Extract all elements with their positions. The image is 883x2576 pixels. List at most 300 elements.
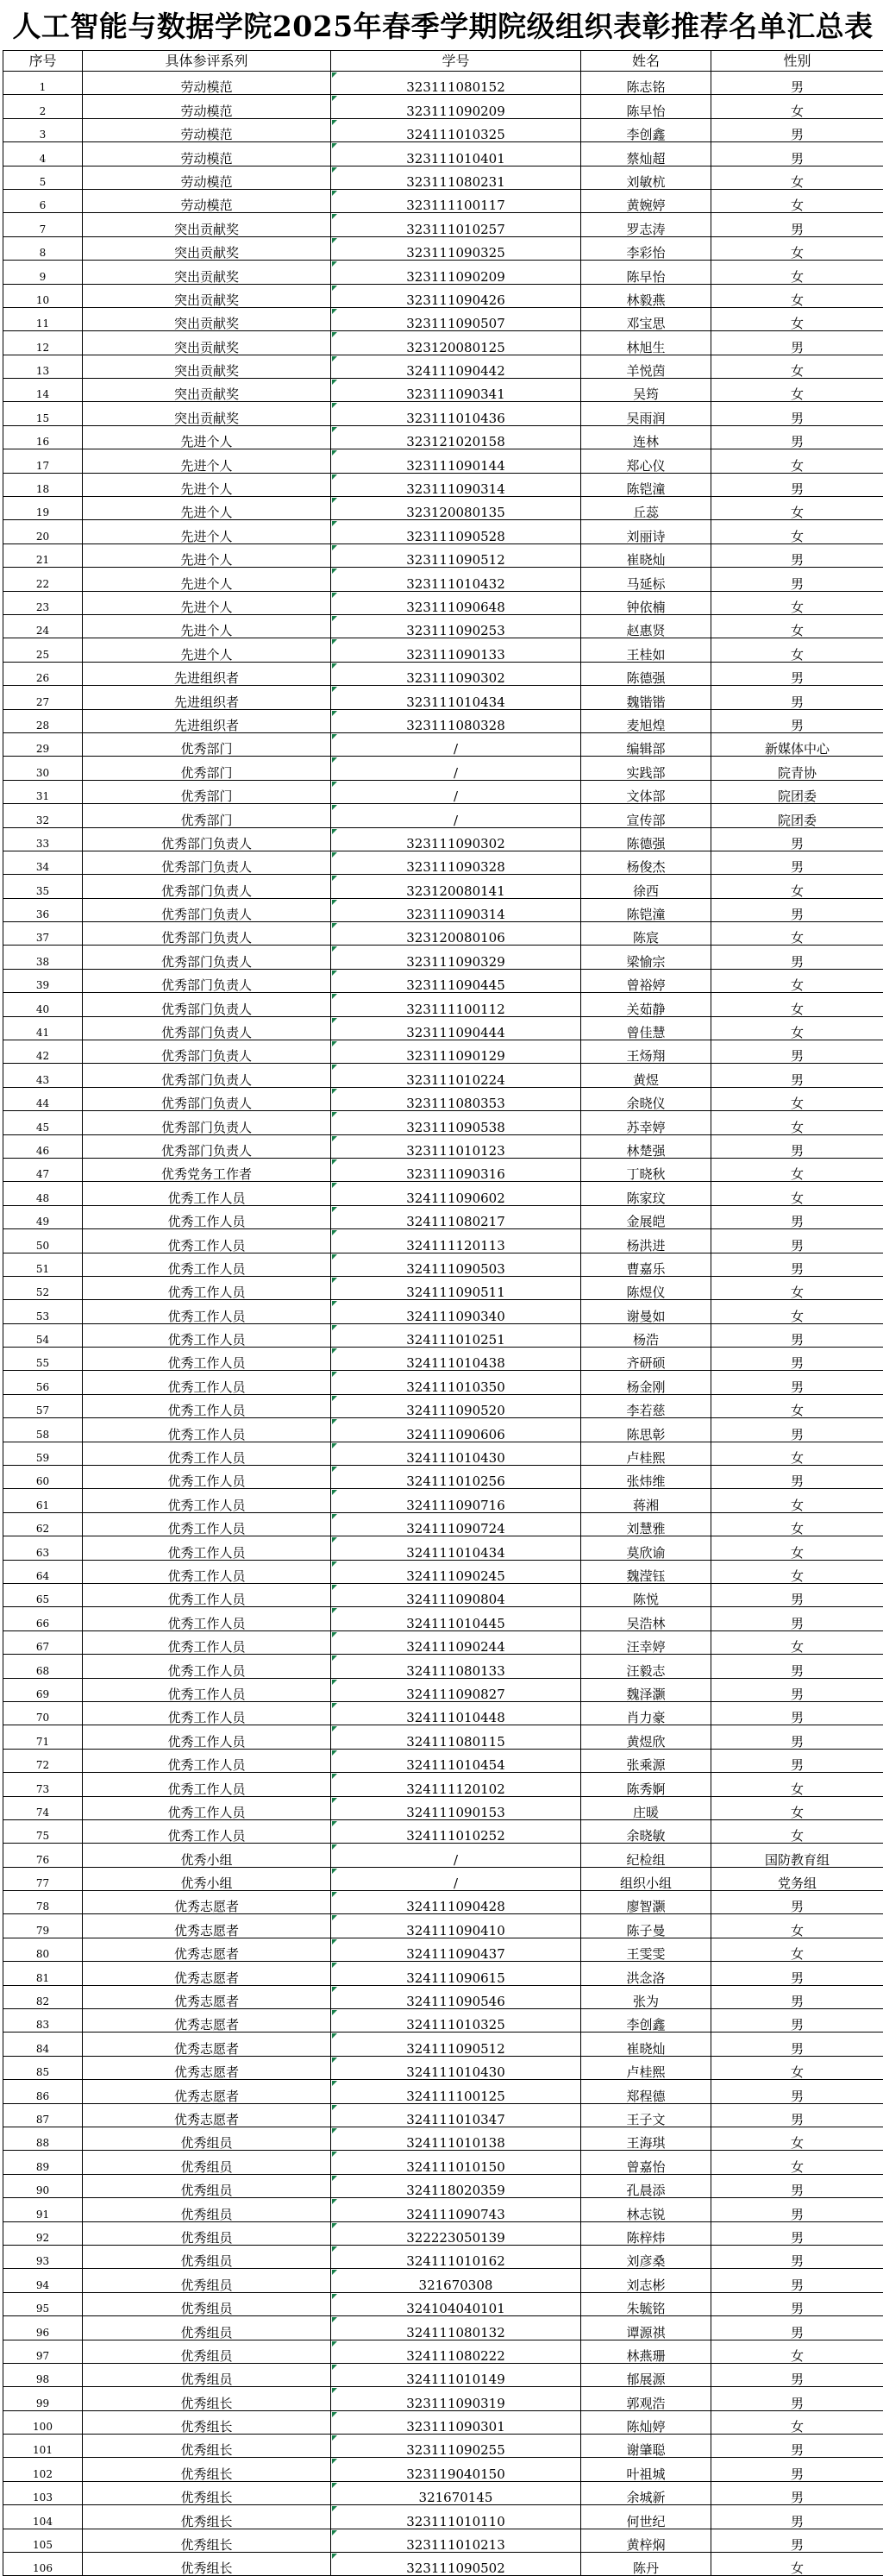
cell-index: 11 — [3, 307, 83, 330]
cell-gender: 男 — [711, 2435, 883, 2458]
cell-category: 优秀部门负责人 — [83, 1016, 331, 1040]
cell-name: 李创鑫 — [581, 2009, 711, 2033]
table-row — [3, 2174, 883, 2197]
cell-category: 优秀工作人员 — [83, 1536, 331, 1560]
cell-student-id: 323111090302 — [331, 827, 581, 851]
cell-index: 20 — [3, 520, 83, 543]
table-row — [3, 2435, 883, 2458]
table-row — [3, 1725, 883, 1749]
cell-index: 40 — [3, 993, 83, 1016]
cell-gender: 男 — [711, 1962, 883, 1985]
cell-index: 31 — [3, 780, 83, 803]
cell-name: 魏锴锴 — [581, 686, 711, 709]
cell-category: 优秀工作人员 — [83, 1394, 331, 1417]
cell-student-id: 323111090538 — [331, 1111, 581, 1134]
table-row — [3, 1678, 883, 1701]
cell-index: 52 — [3, 1276, 83, 1299]
cell-student-id: 324111080115 — [331, 1725, 581, 1749]
cell-index: 16 — [3, 425, 83, 449]
cell-category: 优秀志愿者 — [83, 1938, 331, 1961]
cell-student-id: 323111010213 — [331, 2529, 581, 2552]
table-row — [3, 1064, 883, 1087]
cell-name: 林志锐 — [581, 2198, 711, 2221]
cell-index: 77 — [3, 1867, 83, 1890]
cell-name: 汪毅志 — [581, 1655, 711, 1678]
cell-category: 优秀工作人员 — [83, 1182, 331, 1205]
cell-gender: 女 — [711, 1111, 883, 1134]
cell-index: 53 — [3, 1300, 83, 1323]
cell-name: 郁展源 — [581, 2363, 711, 2386]
cell-category: 优秀工作人员 — [83, 1466, 331, 1489]
table-row — [3, 425, 883, 449]
cell-student-id: 323111090507 — [331, 307, 581, 330]
cell-gender: 男 — [711, 2458, 883, 2481]
cell-student-id: 323111010436 — [331, 402, 581, 425]
cell-category: 突出贡献奖 — [83, 307, 331, 330]
table-row — [3, 732, 883, 756]
cell-gender: 男 — [711, 72, 883, 95]
cell-name: 黄煜欣 — [581, 1725, 711, 1749]
cell-category: 优秀部门负责人 — [83, 922, 331, 946]
cell-student-id: 323111080353 — [331, 1087, 581, 1110]
cell-gender: 男 — [711, 1655, 883, 1678]
table-row — [3, 804, 883, 827]
cell-category: 优秀工作人员 — [83, 1442, 331, 1465]
table-row — [3, 379, 883, 402]
cell-gender: 女 — [711, 449, 883, 473]
cell-index: 12 — [3, 331, 83, 355]
cell-name: 刘丽诗 — [581, 520, 711, 543]
cell-gender: 男 — [711, 662, 883, 685]
cell-category: 优秀部门负责人 — [83, 969, 331, 992]
cell-student-id: 324118020359 — [331, 2174, 581, 2197]
cell-name: 叶祖城 — [581, 2458, 711, 2481]
cell-gender: 女 — [711, 1158, 883, 1181]
cell-index: 46 — [3, 1134, 83, 1158]
cell-index: 57 — [3, 1394, 83, 1417]
cell-gender: 女 — [711, 236, 883, 260]
cell-student-id: 323111090512 — [331, 543, 581, 567]
cell-student-id: 324111010256 — [331, 1466, 581, 1489]
cell-gender: 男 — [711, 331, 883, 355]
cell-name: 余晓敏 — [581, 1819, 711, 1843]
cell-category: 优秀组员 — [83, 2151, 331, 2174]
cell-index: 59 — [3, 1442, 83, 1465]
cell-index: 30 — [3, 757, 83, 780]
cell-student-id: 323120080106 — [331, 922, 581, 946]
cell-student-id: 324111010251 — [331, 1323, 581, 1347]
cell-index: 94 — [3, 2269, 83, 2292]
cell-name: 罗志涛 — [581, 213, 711, 236]
cell-index: 55 — [3, 1348, 83, 1371]
cell-gender: 男 — [711, 1701, 883, 1725]
cell-category: 先进个人 — [83, 497, 331, 520]
cell-gender: 女 — [711, 2127, 883, 2150]
cell-name: 羊悦茵 — [581, 355, 711, 378]
cell-name: 刘志彬 — [581, 2269, 711, 2292]
cell-category: 优秀组长 — [83, 2553, 331, 2576]
cell-index: 101 — [3, 2435, 83, 2458]
cell-index: 61 — [3, 1489, 83, 1512]
cell-category: 劳动模范 — [83, 142, 331, 166]
cell-student-id: 323111080152 — [331, 72, 581, 95]
cell-gender: 女 — [711, 1914, 883, 1938]
cell-student-id: 324111090410 — [331, 1914, 581, 1938]
cell-category: 先进个人 — [83, 425, 331, 449]
cell-index: 2 — [3, 95, 83, 118]
table-row — [3, 1418, 883, 1442]
cell-gender: 女 — [711, 2056, 883, 2079]
table-row — [3, 1773, 883, 1796]
cell-index: 49 — [3, 1205, 83, 1228]
cell-category: 优秀组员 — [83, 2316, 331, 2340]
cell-category: 突出贡献奖 — [83, 284, 331, 307]
cell-gender: 女 — [711, 284, 883, 307]
cell-gender: 院青协 — [711, 757, 883, 780]
cell-name: 张炜维 — [581, 1466, 711, 1489]
cell-category: 优秀组长 — [83, 2505, 331, 2529]
table-row — [3, 2033, 883, 2056]
table-row — [3, 591, 883, 614]
cell-index: 89 — [3, 2151, 83, 2174]
cell-index: 41 — [3, 1016, 83, 1040]
cell-name: 麦旭煌 — [581, 709, 711, 732]
header-cell-category: 具体参评系列 — [83, 51, 331, 72]
table-row — [3, 1182, 883, 1205]
table-row — [3, 1701, 883, 1725]
cell-student-id: 323111010123 — [331, 1134, 581, 1158]
cell-name: 肖力豪 — [581, 1701, 711, 1725]
cell-gender: 男 — [711, 1229, 883, 1253]
table-row — [3, 1819, 883, 1843]
cell-index: 51 — [3, 1253, 83, 1276]
cell-student-id: 323111090314 — [331, 898, 581, 921]
cell-gender: 院团委 — [711, 804, 883, 827]
cell-index: 96 — [3, 2316, 83, 2340]
cell-student-id: 323111090301 — [331, 2410, 581, 2434]
cell-name: 吴浩林 — [581, 1607, 711, 1630]
cell-index: 78 — [3, 1891, 83, 1914]
cell-name: 朱毓铭 — [581, 2292, 711, 2315]
cell-name: 丘蕊 — [581, 497, 711, 520]
cell-gender: 女 — [711, 497, 883, 520]
cell-index: 79 — [3, 1914, 83, 1938]
cell-name: 林毅燕 — [581, 284, 711, 307]
cell-gender: 男 — [711, 686, 883, 709]
cell-name: 陈德强 — [581, 662, 711, 685]
cell-name: 马延标 — [581, 568, 711, 591]
cell-category: 优秀部门负责人 — [83, 1087, 331, 1110]
table-row — [3, 2245, 883, 2268]
cell-index: 34 — [3, 851, 83, 874]
cell-index: 37 — [3, 922, 83, 946]
cell-name: 王子文 — [581, 2103, 711, 2127]
cell-index: 62 — [3, 1512, 83, 1536]
cell-student-id: 324111090153 — [331, 1796, 581, 1819]
cell-gender: 男 — [711, 2009, 883, 2033]
cell-student-id: 323111090325 — [331, 236, 581, 260]
cell-student-id: 323111090502 — [331, 2553, 581, 2576]
cell-index: 73 — [3, 1773, 83, 1796]
cell-category: 优秀工作人员 — [83, 1348, 331, 1371]
table-row — [3, 638, 883, 662]
cell-student-id: 323111090316 — [331, 1158, 581, 1181]
cell-gender: 女 — [711, 969, 883, 992]
table-row — [3, 543, 883, 567]
cell-student-id: 324111010162 — [331, 2245, 581, 2268]
cell-student-id: 324111090503 — [331, 1253, 581, 1276]
cell-student-id: 323111080328 — [331, 709, 581, 732]
cell-student-id: 324111010445 — [331, 1607, 581, 1630]
cell-category: 优秀部门负责人 — [83, 1040, 331, 1064]
cell-name: 关茹静 — [581, 993, 711, 1016]
cell-index: 67 — [3, 1630, 83, 1654]
cell-category: 先进个人 — [83, 568, 331, 591]
cell-student-id: 324111010454 — [331, 1749, 581, 1772]
cell-student-id: 323111090129 — [331, 1040, 581, 1064]
cell-index: 87 — [3, 2103, 83, 2127]
cell-index: 13 — [3, 355, 83, 378]
cell-gender: 女 — [711, 614, 883, 638]
cell-category: 优秀组员 — [83, 2363, 331, 2386]
cell-category: 先进组织者 — [83, 686, 331, 709]
cell-index: 42 — [3, 1040, 83, 1064]
cell-student-id: 324111010150 — [331, 2151, 581, 2174]
cell-index: 56 — [3, 1371, 83, 1394]
cell-index: 25 — [3, 638, 83, 662]
cell-index: 5 — [3, 166, 83, 189]
cell-gender: 女 — [711, 1442, 883, 1465]
cell-category: 先进个人 — [83, 520, 331, 543]
cell-name: 陈煜仪 — [581, 1276, 711, 1299]
cell-gender: 男 — [711, 2080, 883, 2103]
cell-name: 曾裕婷 — [581, 969, 711, 992]
cell-index: 99 — [3, 2387, 83, 2410]
cell-student-id: 324111090245 — [331, 1560, 581, 1583]
cell-category: 优秀工作人员 — [83, 1205, 331, 1228]
cell-gender: 男 — [711, 568, 883, 591]
cell-student-id: 323111090328 — [331, 851, 581, 874]
cell-student-id: 323111090445 — [331, 969, 581, 992]
table-row — [3, 1584, 883, 1607]
table-row — [3, 1962, 883, 1985]
table-row — [3, 142, 883, 166]
cell-name: 蔡灿超 — [581, 142, 711, 166]
cell-index: 3 — [3, 118, 83, 141]
table-row — [3, 1607, 883, 1630]
cell-name: 余晓仪 — [581, 1087, 711, 1110]
cell-student-id: 324111090827 — [331, 1678, 581, 1701]
cell-index: 103 — [3, 2481, 83, 2504]
cell-category: 优秀工作人员 — [83, 1725, 331, 1749]
cell-name: 梁愉宗 — [581, 946, 711, 969]
cell-index: 90 — [3, 2174, 83, 2197]
cell-gender: 女 — [711, 379, 883, 402]
cell-gender: 女 — [711, 1182, 883, 1205]
table-row — [3, 1040, 883, 1064]
cell-index: 18 — [3, 473, 83, 496]
cell-name: 陈铠潼 — [581, 473, 711, 496]
table-row — [3, 1229, 883, 1253]
cell-index: 105 — [3, 2529, 83, 2552]
cell-gender: 女 — [711, 2553, 883, 2576]
cell-index: 97 — [3, 2340, 83, 2363]
header-cell-name: 姓名 — [581, 51, 711, 72]
cell-category: 优秀组长 — [83, 2529, 331, 2552]
table-row — [3, 2103, 883, 2127]
table-row — [3, 1276, 883, 1299]
table-row — [3, 1466, 883, 1489]
cell-student-id: 324111010430 — [331, 2056, 581, 2079]
table-row — [3, 331, 883, 355]
cell-index: 38 — [3, 946, 83, 969]
cell-index: 93 — [3, 2245, 83, 2268]
cell-name: 林楚强 — [581, 1134, 711, 1158]
cell-category: 优秀部门 — [83, 732, 331, 756]
cell-name: 张乘源 — [581, 1749, 711, 1772]
cell-index: 19 — [3, 497, 83, 520]
table-row — [3, 520, 883, 543]
cell-student-id: 324111090615 — [331, 1962, 581, 1985]
cell-gender: 女 — [711, 1938, 883, 1961]
table-row — [3, 355, 883, 378]
cell-category: 优秀工作人员 — [83, 1489, 331, 1512]
cell-category: 突出贡献奖 — [83, 236, 331, 260]
table-row — [3, 827, 883, 851]
cell-category: 优秀工作人员 — [83, 1773, 331, 1796]
cell-index: 68 — [3, 1655, 83, 1678]
cell-student-id: 323120080125 — [331, 331, 581, 355]
cell-gender: 女 — [711, 1394, 883, 1417]
cell-index: 76 — [3, 1844, 83, 1867]
cell-name: 莫欣谕 — [581, 1536, 711, 1560]
table-row — [3, 2553, 883, 2576]
cell-index: 36 — [3, 898, 83, 921]
cell-category: 优秀工作人员 — [83, 1584, 331, 1607]
cell-name: 崔晓灿 — [581, 2033, 711, 2056]
cell-category: 优秀工作人员 — [83, 1630, 331, 1654]
cell-gender: 男 — [711, 425, 883, 449]
cell-gender: 女 — [711, 1560, 883, 1583]
cell-category: 优秀部门 — [83, 804, 331, 827]
cell-index: 54 — [3, 1323, 83, 1347]
cell-name: 林旭生 — [581, 331, 711, 355]
cell-student-id: 324111010325 — [331, 2009, 581, 2033]
cell-category: 优秀志愿者 — [83, 2009, 331, 2033]
cell-student-id: 323111080231 — [331, 166, 581, 189]
cell-index: 65 — [3, 1584, 83, 1607]
cell-gender: 男 — [711, 2269, 883, 2292]
cell-name: 谭源祺 — [581, 2316, 711, 2340]
cell-gender: 女 — [711, 2340, 883, 2363]
cell-index: 14 — [3, 379, 83, 402]
table-row — [3, 1796, 883, 1819]
cell-index: 84 — [3, 2033, 83, 2056]
cell-name: 连林 — [581, 425, 711, 449]
cell-gender: 男 — [711, 1466, 883, 1489]
cell-category: 优秀部门负责人 — [83, 875, 331, 898]
cell-student-id: 323111010257 — [331, 213, 581, 236]
cell-name: 陈早怡 — [581, 95, 711, 118]
cell-student-id: 324111010252 — [331, 1819, 581, 1843]
cell-category: 优秀工作人员 — [83, 1276, 331, 1299]
cell-index: 66 — [3, 1607, 83, 1630]
cell-category: 劳动模范 — [83, 118, 331, 141]
cell-category: 优秀部门负责人 — [83, 827, 331, 851]
cell-name: 曾佳慧 — [581, 1016, 711, 1040]
cell-student-id: 324111080222 — [331, 2340, 581, 2363]
cell-student-id: 324111090546 — [331, 1985, 581, 2008]
cell-category: 突出贡献奖 — [83, 213, 331, 236]
table-row — [3, 1323, 883, 1347]
table-row — [3, 2340, 883, 2363]
cell-student-id: / — [331, 732, 581, 756]
cell-student-id: 324111010438 — [331, 1348, 581, 1371]
table-row — [3, 2292, 883, 2315]
cell-category: 优秀志愿者 — [83, 2033, 331, 2056]
cell-student-id: 324111010430 — [331, 1442, 581, 1465]
cell-gender: 男 — [711, 827, 883, 851]
cell-index: 17 — [3, 449, 83, 473]
cell-student-id: 324111090606 — [331, 1418, 581, 1442]
cell-index: 64 — [3, 1560, 83, 1583]
cell-gender: 女 — [711, 638, 883, 662]
cell-name: 廖智灏 — [581, 1891, 711, 1914]
cell-gender: 男 — [711, 1584, 883, 1607]
cell-name: 杨浩 — [581, 1323, 711, 1347]
table-row — [3, 2269, 883, 2292]
cell-student-id: 324111090743 — [331, 2198, 581, 2221]
cell-student-id: 324111090724 — [331, 1512, 581, 1536]
cell-index: 91 — [3, 2198, 83, 2221]
cell-name: 陈灿婷 — [581, 2410, 711, 2434]
header-cell-gender: 性别 — [711, 51, 883, 72]
cell-gender: 女 — [711, 1016, 883, 1040]
cell-gender: 男 — [711, 1323, 883, 1347]
cell-name: 崔晓灿 — [581, 543, 711, 567]
table-row — [3, 946, 883, 969]
cell-name: 庄暖 — [581, 1796, 711, 1819]
cell-name: 丁晓秋 — [581, 1158, 711, 1181]
cell-category: 突出贡献奖 — [83, 355, 331, 378]
table-row — [3, 2363, 883, 2386]
cell-index: 29 — [3, 732, 83, 756]
cell-student-id: / — [331, 1867, 581, 1890]
cell-gender: 男 — [711, 1040, 883, 1064]
table-row — [3, 1985, 883, 2008]
cell-gender: 男 — [711, 1134, 883, 1158]
cell-category: 优秀工作人员 — [83, 1253, 331, 1276]
cell-category: 优秀工作人员 — [83, 1749, 331, 1772]
table-row — [3, 1348, 883, 1371]
cell-student-id: 324111090512 — [331, 2033, 581, 2056]
cell-gender: 院团委 — [711, 780, 883, 803]
cell-gender: 男 — [711, 2529, 883, 2552]
cell-student-id: 323111010434 — [331, 686, 581, 709]
cell-name: 黄婉婷 — [581, 189, 711, 212]
table-row — [3, 261, 883, 284]
table-row — [3, 1300, 883, 1323]
cell-name: 齐研硕 — [581, 1348, 711, 1371]
cell-gender: 女 — [711, 1489, 883, 1512]
cell-student-id: 324111090428 — [331, 1891, 581, 1914]
page-title: 人工智能与数据学院2025年春季学期院级组织表彰推荐名单汇总表 — [3, 0, 883, 50]
cell-index: 71 — [3, 1725, 83, 1749]
cell-student-id: 323111010432 — [331, 568, 581, 591]
cell-name: 文体部 — [581, 780, 711, 803]
cell-index: 95 — [3, 2292, 83, 2315]
table-row — [3, 922, 883, 946]
